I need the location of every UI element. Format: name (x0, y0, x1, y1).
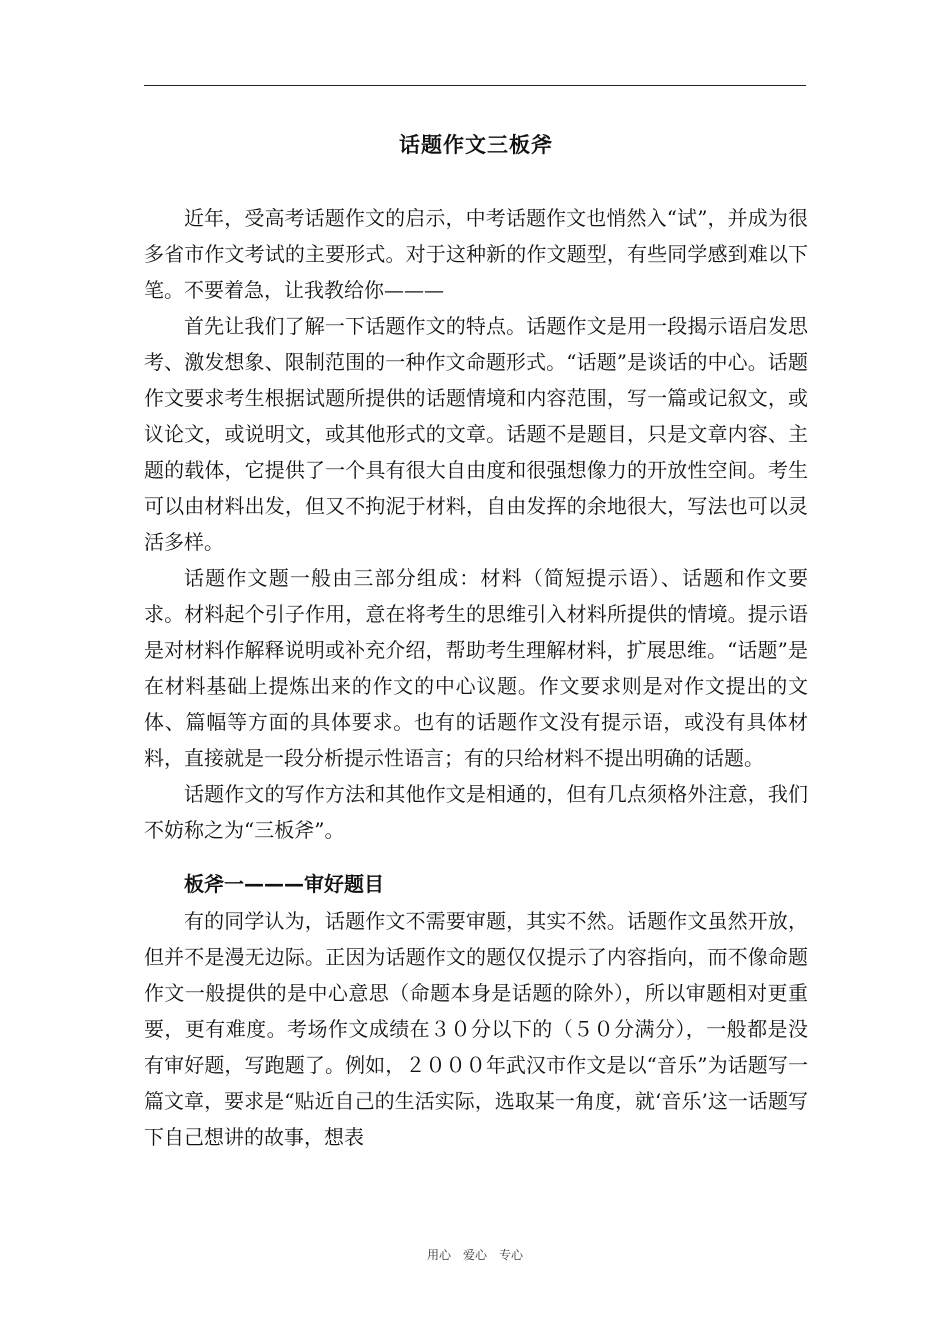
paragraph-intro: 近年，受高考话题作文的启示，中考话题作文也悄然入“试”，并成为很多省市作文考试的主要形式。对于这种新的作文题型，有些同学感到难以下笔。不要着急，让我教给你——— (144, 206, 808, 302)
document-body (144, 126, 808, 1155)
intro-section (144, 200, 808, 848)
page-footer: 用心 爱心 专心 (426, 1248, 523, 1262)
section-heading-1: 板斧一———审好题目 (184, 872, 384, 896)
section-1-paragraph: 有的同学认为，话题作文不需要审题，其实不然。话题作文虽然开放，但并不是漫无边际。正因为话题作文的题仅仅提示了内容指向，而不像命题作文一般提供的是中心意思（命题本身是话题的除外），所以审题相对更重要，更有难度。考场作文成绩在３０分以下的（５０分满分），一般都是没有审好题，写跑题了。例如，２０００年武汉市作文是以“音乐”为话题写一篇文章，要求是“贴近自己的生活实际，选取某一角度，就‘音乐’这一话题写下自己想讲的故事，想表 (144, 909, 808, 1149)
header-rule (144, 85, 806, 86)
paragraph-methods: 话题作文的写作方法和其他作文是相通的，但有几点须格外注意，我们不妨称之为“三板斧”。 (144, 782, 808, 842)
document-title: 话题作文三板斧 (399, 133, 553, 157)
paragraph-structure: 话题作文题一般由三部分组成：材料（简短提示语）、话题和作文要求。材料起个引子作用，意在将考生的思维引入材料所提供的情境。提示语是对材料作解释说明或补充介绍，帮助考生理解材料，扩展思维。“话题”是在材料基础上提炼出来的作文的中心议题。作文要求则是对作文提出的文体、篇幅等方面的具体要求。也有的话题作文没有提示语，或没有具体材料，直接就是一段分析提示性语言；有的只给材料不提出明确的话题。 (144, 566, 808, 770)
paragraph-features: 首先让我们了解一下话题作文的特点。话题作文是用一段揭示语启发思考、激发想象、限制范围的一种作文命题形式。“话题”是谈话的中心。话题作文要求考生根据试题所提供的话题情境和内容范围，写一篇或记叙文，或议论文，或说明文，或其他形式的文章。话题不是题目，只是文章内容、主题的载体，它提供了一个具有很大自由度和很强想像力的开放性空间。考生可以由材料出发，但又不拘泥于材料，自由发挥的余地很大，写法也可以灵活多样。 (144, 314, 808, 554)
